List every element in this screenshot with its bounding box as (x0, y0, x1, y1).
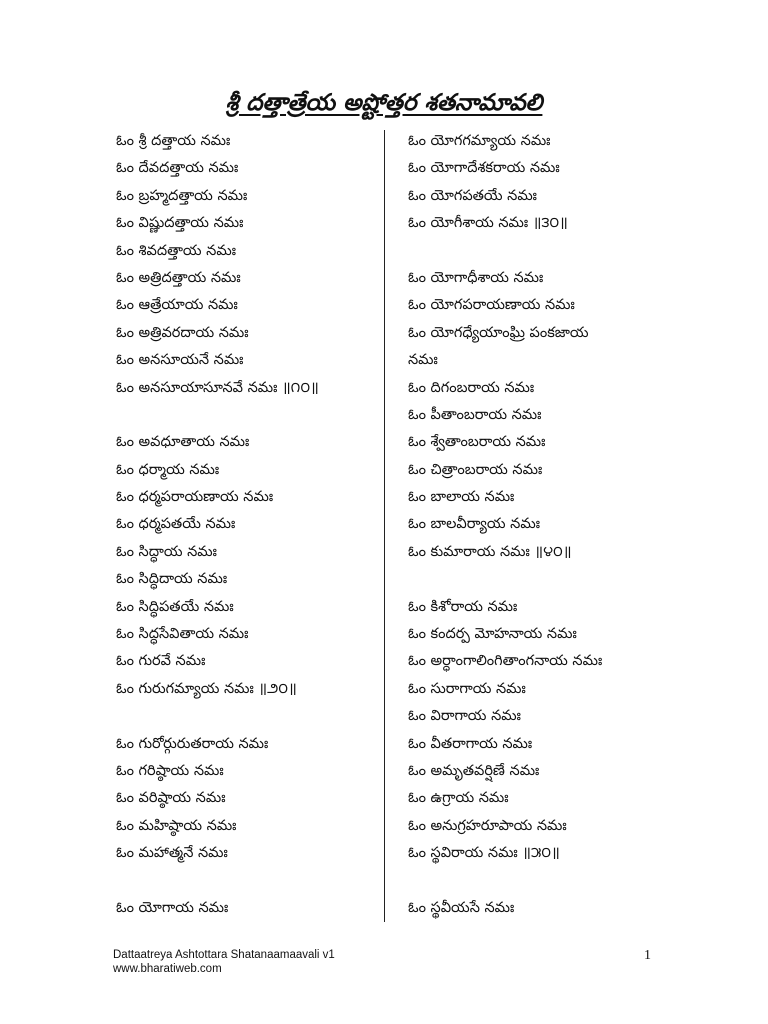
name-line: ఓం ఆత్రేయాయ నమః (116, 297, 238, 314)
name-line (408, 566, 668, 593)
name-line: ఓం యోగధ్యేయాంఘ్రి పంకజాయ (408, 324, 589, 341)
name-line: ఓం సిద్ధసేవితాయ నమః (116, 626, 249, 643)
footer-document-name: Dattaatreya Ashtottara Shatanaamaavali v1 (113, 949, 335, 961)
name-line (408, 238, 668, 265)
name-line: ఓం విరాగాయ నమః (408, 708, 521, 725)
name-line: ఓం బ్రహ్మదత్తాయ నమః (116, 187, 248, 204)
name-line: ఓం సిద్ధిపతయే నమః (116, 598, 234, 615)
name-line: ఓం సురాగాయ నమః (408, 680, 526, 697)
name-line: ఓం యోగగమ్యాయ నమః (408, 133, 551, 149)
name-line: ఓం కిశోరాయ నమః (408, 598, 518, 615)
name-line: ఓం మహాత్మనే నమః (116, 845, 228, 862)
name-line: ఓం ధర్మపతయే నమః (116, 516, 236, 533)
name-line: ఓం యోగాధీశాయ నమః (408, 269, 544, 286)
name-line (116, 868, 378, 895)
name-line: ఓం గురోర్గురుతరాయ నమః (116, 735, 269, 752)
name-line: ఓం గురవే నమః (116, 653, 206, 670)
name-line: ఓం అవధూతాయ నమః (116, 434, 250, 451)
footer-website-link[interactable]: www.bharatiweb.com (113, 963, 222, 975)
name-line: ఓం స్థవీయసే నమః (408, 899, 515, 916)
name-line: ఓం సిద్ధిదాయ నమః (116, 571, 228, 588)
name-line: ఓం యోగపతయే నమః (408, 187, 537, 204)
name-line: ఓం యోగాయ నమః (116, 899, 229, 916)
name-line: ఓం అత్రివరదాయ నమః (116, 324, 249, 341)
names-column-left (116, 128, 378, 922)
name-line: ఓం వరిష్ఠాయ నమః (116, 790, 226, 807)
name-line: ఓం అనసూయాసూనవే నమః ॥౧౦॥ (116, 379, 319, 396)
name-line: ఓం బాలాయ నమః (408, 489, 515, 506)
names-column-right (408, 128, 668, 922)
name-line: ఓం అత్రిదత్తాయ నమః (116, 269, 241, 286)
name-line: ఓం వీతరాగాయ నమః (408, 735, 533, 752)
name-line: ఓం అనుగ్రహరూపాయ నమః (408, 817, 567, 834)
name-line (408, 868, 668, 895)
name-line: ఓం దేవదత్తాయ నమః (116, 160, 239, 177)
name-line: ఓం ధర్మపరాయణాయ నమః (116, 489, 274, 506)
name-line: ఓం గురుగమ్యాయ నమః ॥౨౦॥ (116, 680, 297, 697)
name-line: ఓం యోగీశాయ నమః ॥౩౦॥ (408, 215, 568, 232)
name-line: ఓం ధర్మాయ నమః (116, 461, 220, 478)
name-line: ఓం అనసూయనే నమః (116, 352, 244, 369)
name-line: ఓం పీతాంబరాయ నమః (408, 406, 542, 423)
name-line: ఓం బాలవీర్యాయ నమః (408, 516, 540, 533)
name-line: ఓం అర్ధాంగాలింగితాంగనాయ నమః (408, 653, 603, 670)
name-line: ఓం ఉగ్రాయ నమః (408, 790, 509, 807)
page-number: 1 (644, 948, 651, 963)
page-title-text: శ్రీ దత్తాత్రేయ అష్టోత్తర శతనామావలి (225, 90, 543, 116)
name-line (116, 402, 378, 429)
name-line: ఓం స్థవిరాయ నమః ॥౫౦॥ (408, 845, 560, 862)
name-line: ఓం మహిష్ఠాయ నమః (116, 817, 237, 834)
name-line: ఓం గరిష్ఠాయ నమః (116, 762, 224, 779)
name-line: ఓం యోగాదేశకరాయ నమః (408, 160, 560, 177)
name-line: ఓం శివదత్తాయ నమః (116, 242, 236, 259)
name-line: ఓం చిత్రాంబరాయ నమః (408, 461, 543, 478)
name-line: నమః (408, 352, 438, 369)
name-line: ఓం అమృతవర్షిణే నమః (408, 762, 540, 779)
name-line: ఓం విష్ణుదత్తాయ నమః (116, 215, 244, 232)
name-line: ఓం యోగపరాయణాయ నమః (408, 297, 575, 314)
column-divider (384, 130, 385, 922)
name-line (116, 703, 378, 730)
page-title (0, 88, 768, 118)
name-line: ఓం కందర్ప మోహనాయ నమః (408, 626, 577, 643)
name-line: ఓం శ్రీ దత్తాయ నమః (116, 133, 231, 149)
name-line: ఓం కుమారాయ నమః ॥౪౦॥ (408, 543, 572, 560)
name-line: ఓం శ్వేతాంబరాయ నమః (408, 434, 546, 451)
footer (113, 948, 335, 976)
name-line: ఓం సిద్ధాయ నమః (116, 543, 217, 560)
name-line: ఓం దిగంబరాయ నమః (408, 379, 535, 396)
